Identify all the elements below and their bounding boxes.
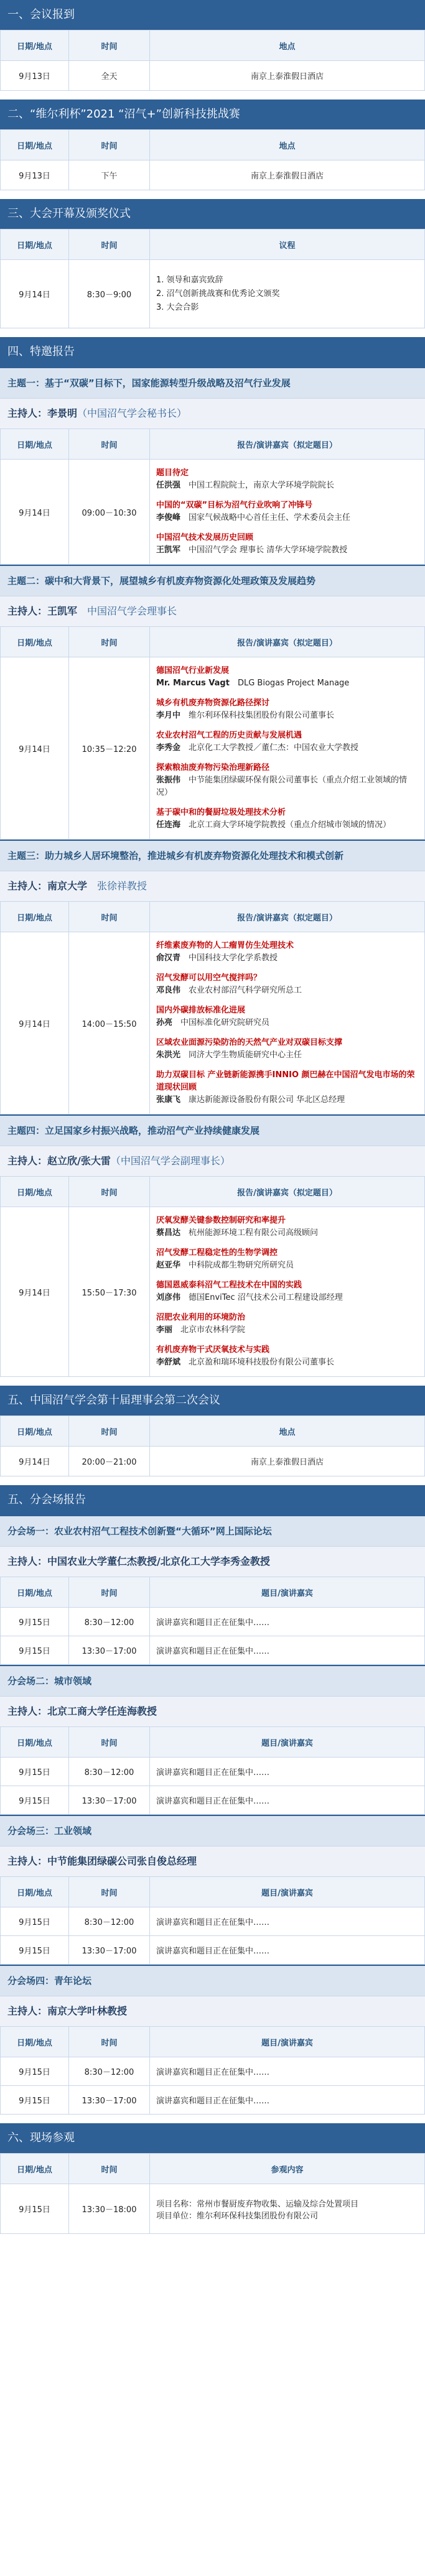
talk-title: 沼肥农业利用的环境防治 [156, 1313, 246, 1322]
row-time: 全天 [69, 61, 150, 91]
col-time: 时间 [69, 130, 150, 160]
section-5-table [0, 1415, 425, 1476]
talk-affil: 北京盈和瑞环境科技股份有限公司董事长 [189, 1358, 335, 1367]
col-place: 地点 [150, 30, 425, 61]
row-content: 演讲嘉宾和题目正在征集中…… [150, 1936, 425, 1965]
talk-affil: 中节能集团绿碳环保有限公司董事长（重点介绍工业领域的情况） [156, 776, 408, 797]
col-time: 时间 [69, 1877, 150, 1907]
row-time: 13:30－18:00 [69, 2184, 150, 2234]
topic-4-host [0, 1146, 425, 1176]
talk-title: 沼气发酵可以用空气搅拌吗？ [156, 973, 262, 983]
talk-title: 基于碳中和的餐厨垃圾处理技术分析 [156, 808, 286, 817]
topic-1-table [0, 429, 425, 565]
row-date: 9月14日 [1, 1447, 69, 1476]
row-time: 10:35－12:20 [69, 657, 150, 840]
host-org: 张徐祥教授 [97, 880, 147, 892]
forum-1-theme: 分会场一：农业农村沼气工程技术创新暨“大循环”网上国际论坛 [0, 1515, 425, 1546]
row-time: 13:30－17:00 [69, 1786, 150, 1815]
topic-1-host [0, 398, 425, 429]
talk-speaker: 李秀金 [156, 743, 181, 753]
col-date: 日期/地点 [1, 1177, 69, 1207]
talk-title: 区域农业面源污染防治的天然气产业对双碳目标支撑 [156, 1038, 343, 1047]
forum-4-theme: 分会场四：青年论坛 [0, 1965, 425, 1996]
talk-title: 纤维素废弃物的人工瘤胃仿生处理技术 [156, 941, 294, 950]
talk-affil: 中国标准化研究院研究员 [180, 1018, 270, 1027]
row-time: 13:30－17:00 [69, 2086, 150, 2115]
host-label: 主持人： [7, 605, 48, 617]
talk-affil: 德国EnviTec 沼气技术公司工程建设部经理 [189, 1293, 343, 1302]
talk-title: 德国恩威泰科沼气工程技术在中国的实践 [156, 1281, 302, 1290]
forum-3-host: 主持人：中节能集团绿碳公司张自俊总经理 [0, 1846, 425, 1876]
talk-speaker: 任连海 [156, 820, 181, 830]
talk-speaker-line [156, 952, 418, 965]
col-visit: 参观内容 [150, 2154, 425, 2184]
col-date: 日期/地点 [1, 627, 69, 657]
row-date: 9月15日 [1, 1636, 69, 1665]
topic-3-theme: 主题三：助力城乡人居环境整治，推进城乡有机废弃物资源化处理技术和模式创新 [0, 840, 425, 871]
talk-affil: 国家气候战略中心首任主任、学术委员会主任 [189, 513, 351, 522]
topic-2-theme: 主题二：碳中和大背景下，展望城乡有机废弃物资源化处理政策及发展趋势 [0, 565, 425, 596]
row-time: 8:30－12:00 [69, 1907, 150, 1936]
talk-speaker-line [156, 710, 418, 722]
talk-speaker-line [156, 774, 418, 799]
talk-item [156, 1001, 418, 1033]
section-3-table [0, 229, 425, 328]
agenda-item: 2. 沼气创新挑战赛和优秀论文颁奖 [156, 289, 280, 299]
talk-speaker: 赵亚华 [156, 1261, 181, 1270]
host-name: 王凯军 [47, 605, 78, 617]
col-date: 日期/地点 [1, 30, 69, 61]
talk-speaker-line [156, 677, 418, 690]
section-6-header: 六、现场参观 [0, 2123, 425, 2153]
row-content: 演讲嘉宾和题目正在征集中…… [150, 1786, 425, 1815]
talk-title: 中国的“双碳”目标为沼气行业吹响了冲锋号 [156, 501, 313, 510]
row-date: 9月14日 [1, 460, 69, 565]
topic-2-table [0, 626, 425, 840]
col-time: 时间 [69, 627, 150, 657]
talk-speaker-line [156, 819, 418, 832]
col-agenda: 议程 [150, 229, 425, 260]
talk-title: 探索粮油废弃物污染治理新路径 [156, 763, 270, 772]
talk-speaker-line [156, 1227, 418, 1239]
col-time: 时间 [69, 902, 150, 932]
row-time: 15:50－17:30 [69, 1207, 150, 1377]
talk-speaker: 孙亮 [156, 1018, 173, 1027]
talk-item [156, 1211, 418, 1243]
col-date: 日期/地点 [1, 1416, 69, 1447]
row-time: 13:30－17:00 [69, 1636, 150, 1665]
topic-4-theme: 主题四：立足国家乡村振兴战略，推动沼气产业持续健康发展 [0, 1114, 425, 1146]
host-label: 主持人： [7, 880, 48, 892]
forum-3-theme: 分会场三：工业领域 [0, 1815, 425, 1846]
host-org: （中国沼气学会秘书长） [77, 407, 187, 419]
col-time: 时间 [69, 2154, 150, 2184]
talk-title: 国内外碳排放标准化进展 [156, 1006, 246, 1015]
talk-item [156, 496, 418, 528]
talk-speaker: 张振伟 [156, 776, 181, 785]
col-date: 日期/地点 [1, 2027, 69, 2057]
row-time: 下午 [69, 160, 150, 190]
talk-speaker-line [156, 1049, 418, 1062]
topic-2-host [0, 596, 425, 626]
talk-affil: 中科院成都生物研究所研究员 [189, 1261, 294, 1270]
talk-title: 沼气发酵工程稳定性的生物学调控 [156, 1248, 278, 1258]
row-date: 9月15日 [1, 1608, 69, 1636]
section-5-header: 五、中国沼气学会第十届理事会第二次会议 [0, 1386, 425, 1415]
row-time: 14:00－15:50 [69, 932, 150, 1114]
talk-item [156, 528, 418, 560]
col-date: 日期/地点 [1, 229, 69, 260]
row-date: 9月15日 [1, 1758, 69, 1786]
talk-item [156, 661, 418, 693]
talk-title: 厌氧发酵关键参数控制研究和率提升 [156, 1216, 286, 1225]
talk-item [156, 968, 418, 1001]
forum-2-host: 主持人：北京工商大学任连海教授 [0, 1696, 425, 1726]
col-time: 时间 [69, 1727, 150, 1758]
row-time: 8:30－12:00 [69, 2057, 150, 2086]
agenda-list [150, 260, 425, 328]
talk-item [156, 693, 418, 726]
talk-title: 有机废弃物干式厌氧技术与实践 [156, 1345, 270, 1355]
visit-content [150, 2184, 425, 2234]
topic-1-theme: 主题一：基于“双碳”目标下，国家能源转型升级战略及沼气行业发展 [0, 367, 425, 398]
talk-affil: 中国科技大学化学系教授 [189, 953, 278, 963]
topic-3-host [0, 871, 425, 901]
talk-affil: 农业农村部沼气科学研究所总工 [189, 986, 302, 995]
row-place: 南京上泰淮假日酒店 [150, 1447, 425, 1476]
talk-speaker: 李舒斌 [156, 1358, 181, 1367]
section-2-header: 二、“维尔利杯”2021 “沼气+”创新科技挑战赛 [0, 100, 425, 129]
row-content: 演讲嘉宾和题目正在征集中…… [150, 1608, 425, 1636]
forum-4-host: 主持人：南京大学叶林教授 [0, 1996, 425, 2026]
host-name: 南京大学 [47, 880, 88, 892]
col-date: 日期/地点 [1, 902, 69, 932]
host-name: 李景明 [47, 407, 78, 419]
talk-speaker-line [156, 1259, 418, 1272]
row-date: 9月15日 [1, 1786, 69, 1815]
forums-header: 五、分会场报告 [0, 1485, 425, 1515]
talk-affil: 维尔利环保科技集团股份有限公司董事长 [189, 711, 335, 720]
col-place: 地点 [150, 1416, 425, 1447]
talk-speaker-line [156, 1292, 418, 1304]
host-name: 赵立欣/张大雷 [47, 1155, 111, 1167]
talk-title: 农业农村沼气工程的历史贡献与发展机遇 [156, 731, 302, 740]
talk-speaker-line [156, 512, 418, 524]
forum-1-host: 主持人：中国农业大学董仁杰教授/北京化工大学李秀金教授 [0, 1546, 425, 1577]
row-content: 演讲嘉宾和题目正在征集中…… [150, 1636, 425, 1665]
visit-unit: 项目单位：维尔利环保科技集团股份有限公司 [156, 2211, 319, 2221]
talk-speaker: 刘彦伟 [156, 1293, 181, 1302]
talk-title: 城乡有机废弃物资源化路径探讨 [156, 698, 270, 708]
forum-2-table [0, 1726, 425, 1815]
row-date: 9月14日 [1, 657, 69, 840]
row-time: 20:00－21:00 [69, 1447, 150, 1476]
talk-item [156, 1340, 418, 1373]
row-time: 09:00－10:30 [69, 460, 150, 565]
host-org: 中国沼气学会理事长 [87, 605, 177, 617]
col-date: 日期/地点 [1, 429, 69, 460]
row-time: 8:30－12:00 [69, 1758, 150, 1786]
talk-speaker-line [156, 985, 418, 997]
talk-item [156, 463, 418, 496]
talk-speaker: 李俊峰 [156, 513, 181, 522]
col-content: 题目/演讲嘉宾 [150, 1727, 425, 1758]
col-content: 题目/演讲嘉宾 [150, 2027, 425, 2057]
talk-item [156, 1308, 418, 1340]
row-date: 9月15日 [1, 2184, 69, 2234]
col-talks: 报告/演讲嘉宾（拟定题目） [150, 429, 425, 460]
forum-3-table [0, 1876, 425, 1965]
col-date: 日期/地点 [1, 1577, 69, 1608]
row-date: 9月15日 [1, 2057, 69, 2086]
row-place: 南京上泰淮假日酒店 [150, 61, 425, 91]
agenda-item: 1. 领导和嘉宾致辞 [156, 275, 223, 285]
talk-affil: 北京工商大学环境学院教授（重点介绍城市领域的情况） [189, 820, 391, 830]
talk-list [150, 932, 425, 1114]
col-talks: 报告/演讲嘉宾（拟定题目） [150, 1177, 425, 1207]
row-content: 演讲嘉宾和题目正在征集中…… [150, 2057, 425, 2086]
talk-speaker-line [156, 1324, 418, 1337]
col-date: 日期/地点 [1, 1727, 69, 1758]
col-content: 题目/演讲嘉宾 [150, 1877, 425, 1907]
section-1-header: 一、会议报到 [0, 0, 425, 30]
col-time: 时间 [69, 429, 150, 460]
col-time: 时间 [69, 1177, 150, 1207]
col-time: 时间 [69, 2027, 150, 2057]
talk-list [150, 1207, 425, 1377]
row-date: 9月15日 [1, 1907, 69, 1936]
row-date: 9月13日 [1, 160, 69, 190]
row-content: 演讲嘉宾和题目正在征集中…… [150, 1907, 425, 1936]
col-place: 地点 [150, 130, 425, 160]
topic-4-table [0, 1176, 425, 1377]
col-talks: 报告/演讲嘉宾（拟定题目） [150, 627, 425, 657]
agenda-item: 3. 大会合影 [156, 302, 199, 312]
row-content: 演讲嘉宾和题目正在征集中…… [150, 1758, 425, 1786]
talk-item [156, 1243, 418, 1276]
talk-speaker: 张康飞 [156, 1095, 181, 1105]
col-date: 日期/地点 [1, 1877, 69, 1907]
col-time: 时间 [69, 30, 150, 61]
section-3-header: 三、大会开幕及颁奖仪式 [0, 199, 425, 229]
talk-affil: 杭州能源环境工程有限公司高级顾问 [189, 1228, 319, 1238]
row-content: 演讲嘉宾和题目正在征集中…… [150, 2086, 425, 2115]
talk-item [156, 803, 418, 835]
row-date: 9月14日 [1, 260, 69, 328]
section-6-table [0, 2153, 425, 2234]
row-time: 13:30－17:00 [69, 1936, 150, 1965]
talk-title: 助力双碳目标 产业链新能源携手INNIO 颜巴赫在中国沼气发电市场的荣道现状回顾 [156, 1070, 415, 1092]
col-date: 日期/地点 [1, 130, 69, 160]
row-time: 8:30－12:00 [69, 1608, 150, 1636]
col-content: 题目/演讲嘉宾 [150, 1577, 425, 1608]
talk-list [150, 657, 425, 840]
talk-list [150, 460, 425, 565]
col-time: 时间 [69, 229, 150, 260]
row-date: 9月14日 [1, 932, 69, 1114]
talk-affil: 同济大学生物质能研究中心主任 [189, 1050, 302, 1060]
section-2-table [0, 129, 425, 190]
host-label: 主持人： [7, 1155, 48, 1167]
talk-affil: 中国工程院院士，南京大学环境学院院长 [189, 481, 335, 490]
talk-speaker-line [156, 544, 418, 557]
col-time: 时间 [69, 1416, 150, 1447]
forum-4-table [0, 2026, 425, 2115]
topic-3-table [0, 901, 425, 1114]
talk-speaker-line [156, 1356, 418, 1369]
talk-speaker: 俞汉青 [156, 953, 181, 963]
talk-item [156, 1033, 418, 1065]
row-date: 9月14日 [1, 1207, 69, 1377]
col-date: 日期/地点 [1, 2154, 69, 2184]
row-place: 南京上泰淮假日酒店 [150, 160, 425, 190]
talk-item [156, 1065, 418, 1110]
section-4-header: 四、特邀报告 [0, 337, 425, 367]
forum-1-table [0, 1577, 425, 1665]
talk-title: 德国沼气行业新发展 [156, 666, 230, 675]
row-time: 8:30－9:00 [69, 260, 150, 328]
talk-affil: 北京市农林科学院 [180, 1325, 246, 1335]
talk-speaker-line [156, 1094, 418, 1106]
talk-affil: 康达新能源设备股份有限公司 华北区总经理 [189, 1095, 345, 1105]
talk-speaker: Mr. Marcus Vagt [156, 679, 230, 688]
talk-title: 题目待定 [156, 468, 189, 478]
talk-affil: 中国沼气学会 理事长 清华大学环境学院教授 [189, 545, 348, 555]
talk-speaker: 李丽 [156, 1325, 173, 1335]
col-time: 时间 [69, 1577, 150, 1608]
row-date: 9月15日 [1, 2086, 69, 2115]
talk-speaker-line [156, 1017, 418, 1029]
talk-item [156, 758, 418, 803]
forum-2-theme: 分会场二：城市领域 [0, 1665, 425, 1696]
talk-title: 中国沼气技术发展历史回顾 [156, 533, 254, 542]
talk-item [156, 1276, 418, 1308]
section-1-table [0, 30, 425, 91]
visit-project: 项目名称：常州市餐厨废弃物收集、运输及综合处置项目 [156, 2199, 359, 2209]
row-date: 9月15日 [1, 1936, 69, 1965]
talk-speaker: 朱洪光 [156, 1050, 181, 1060]
talk-item [156, 726, 418, 758]
talk-speaker: 邓良伟 [156, 986, 181, 995]
talk-speaker: 蔡昌达 [156, 1228, 181, 1238]
talk-affil: 北京化工大学教授／董仁杰：中国农业大学教授 [189, 743, 359, 753]
talk-speaker: 王凯军 [156, 545, 181, 555]
col-talks: 报告/演讲嘉宾（拟定题目） [150, 902, 425, 932]
row-date: 9月13日 [1, 61, 69, 91]
talk-speaker: 任洪强 [156, 481, 181, 490]
talk-item [156, 936, 418, 968]
talk-speaker-line [156, 480, 418, 492]
host-label: 主持人： [7, 407, 48, 419]
talk-speaker-line [156, 742, 418, 754]
host-org: （中国沼气学会副理事长） [110, 1155, 230, 1167]
talk-affil: DLG Biogas Project Manage [237, 679, 350, 688]
talk-speaker: 李月中 [156, 711, 181, 720]
